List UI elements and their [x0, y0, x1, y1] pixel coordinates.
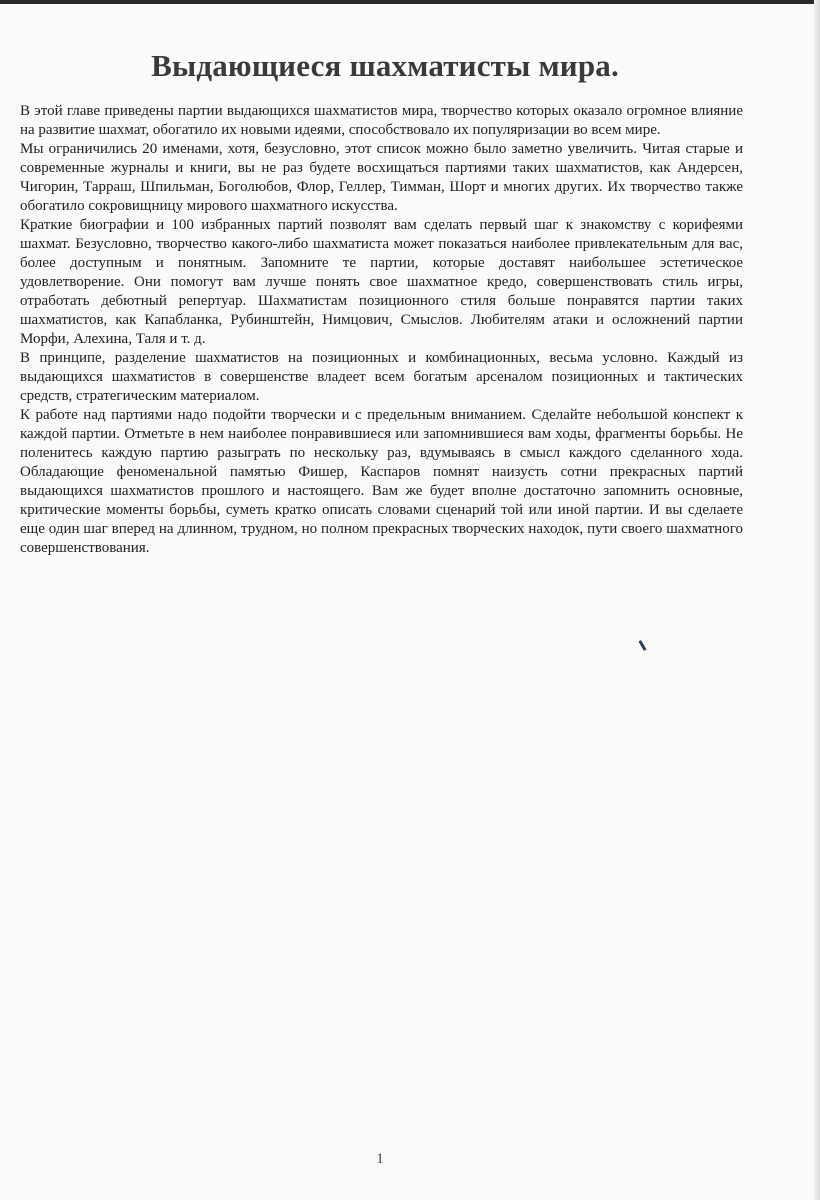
- paragraph: Краткие биографии и 100 избранных партий позволят вам сделать первый шаг к знакомству с корифеями шахмат. Безусловно, творчество какого-либо шахматиста может показаться наиболее привлекательным для вас, более доступным и понятным. Запомните те партии, которые доставят наибольшее эстетическое удовлетворение. Они помогут вам лучше понять свое шахматное кредо, совершенствовать стиль игры, отработать дебютный репертуар. Шахматистам позиционного стиля больше понравятся партии таких шахматистов, как Капабланка, Рубинштейн, Нимцович, Смыслов. Любителям атаки и осложнений партии Морфи, Алехина, Таля и т. д.: [20, 217, 743, 347]
- ink-mark: [638, 640, 646, 651]
- paragraph: В этой главе приведены партии выдающихся шахматистов мира, творчество которых оказало огромное влияние на развитие шахмат, обогатило их новыми идеями, способствовало их популяризации во всем мире.: [20, 103, 743, 138]
- paragraph: К работе над партиями надо подойти творчески и с предельным вниманием. Сделайте небольшой конспект к каждой партии. Отметьте в нем наиболее понравившиеся или запомнившиеся вам ходы, фрагменты борьбы. Не поленитесь каждую партию разыграть по нескольку раз, вдумываясь в смысл каждого сделанного хода. Обладающие феноменальной памятью Фишер, Каспаров помнят наизусть сотни прекрасных партий выдающихся шахматистов прошлого и настоящего. Вам же будет вполне достаточно запомнить основные, критические моменты борьбы, суметь кратко описать словами сценарий той или иной партии. И вы сделаете еще один шаг вперед на длинном, трудном, но полном прекрасных творческих находок, пути своего шахматного совершенствования.: [20, 407, 743, 556]
- page-title: Выдающиеся шахматисты мира.: [151, 48, 619, 83]
- paragraph: Мы ограничились 20 именами, хотя, безусловно, этот список можно было заметно увеличить. Читая старые и современные журналы и книги, вы не раз будете восхищаться партиями таких шахматистов, как Андерсен, Чигорин, Тарраш, Шпильман, Боголюбов, Флор, Геллер, Тимман, Шорт и многих других. Их творчество также обогатило сокровищницу мирового шахматного искусства.: [20, 141, 743, 214]
- scan-page-shadow: [814, 0, 820, 1200]
- body-text: [20, 102, 743, 558]
- scan-top-edge: [0, 0, 820, 4]
- page-number: 1: [376, 1151, 384, 1167]
- paragraph: В принципе, разделение шахматистов на позиционных и комбинационных, весьма условно. Каждый из выдающихся шахматистов в совершенстве владеет всем богатым арсеналом позиционных и тактических средств, стратегическим материалом.: [20, 350, 743, 404]
